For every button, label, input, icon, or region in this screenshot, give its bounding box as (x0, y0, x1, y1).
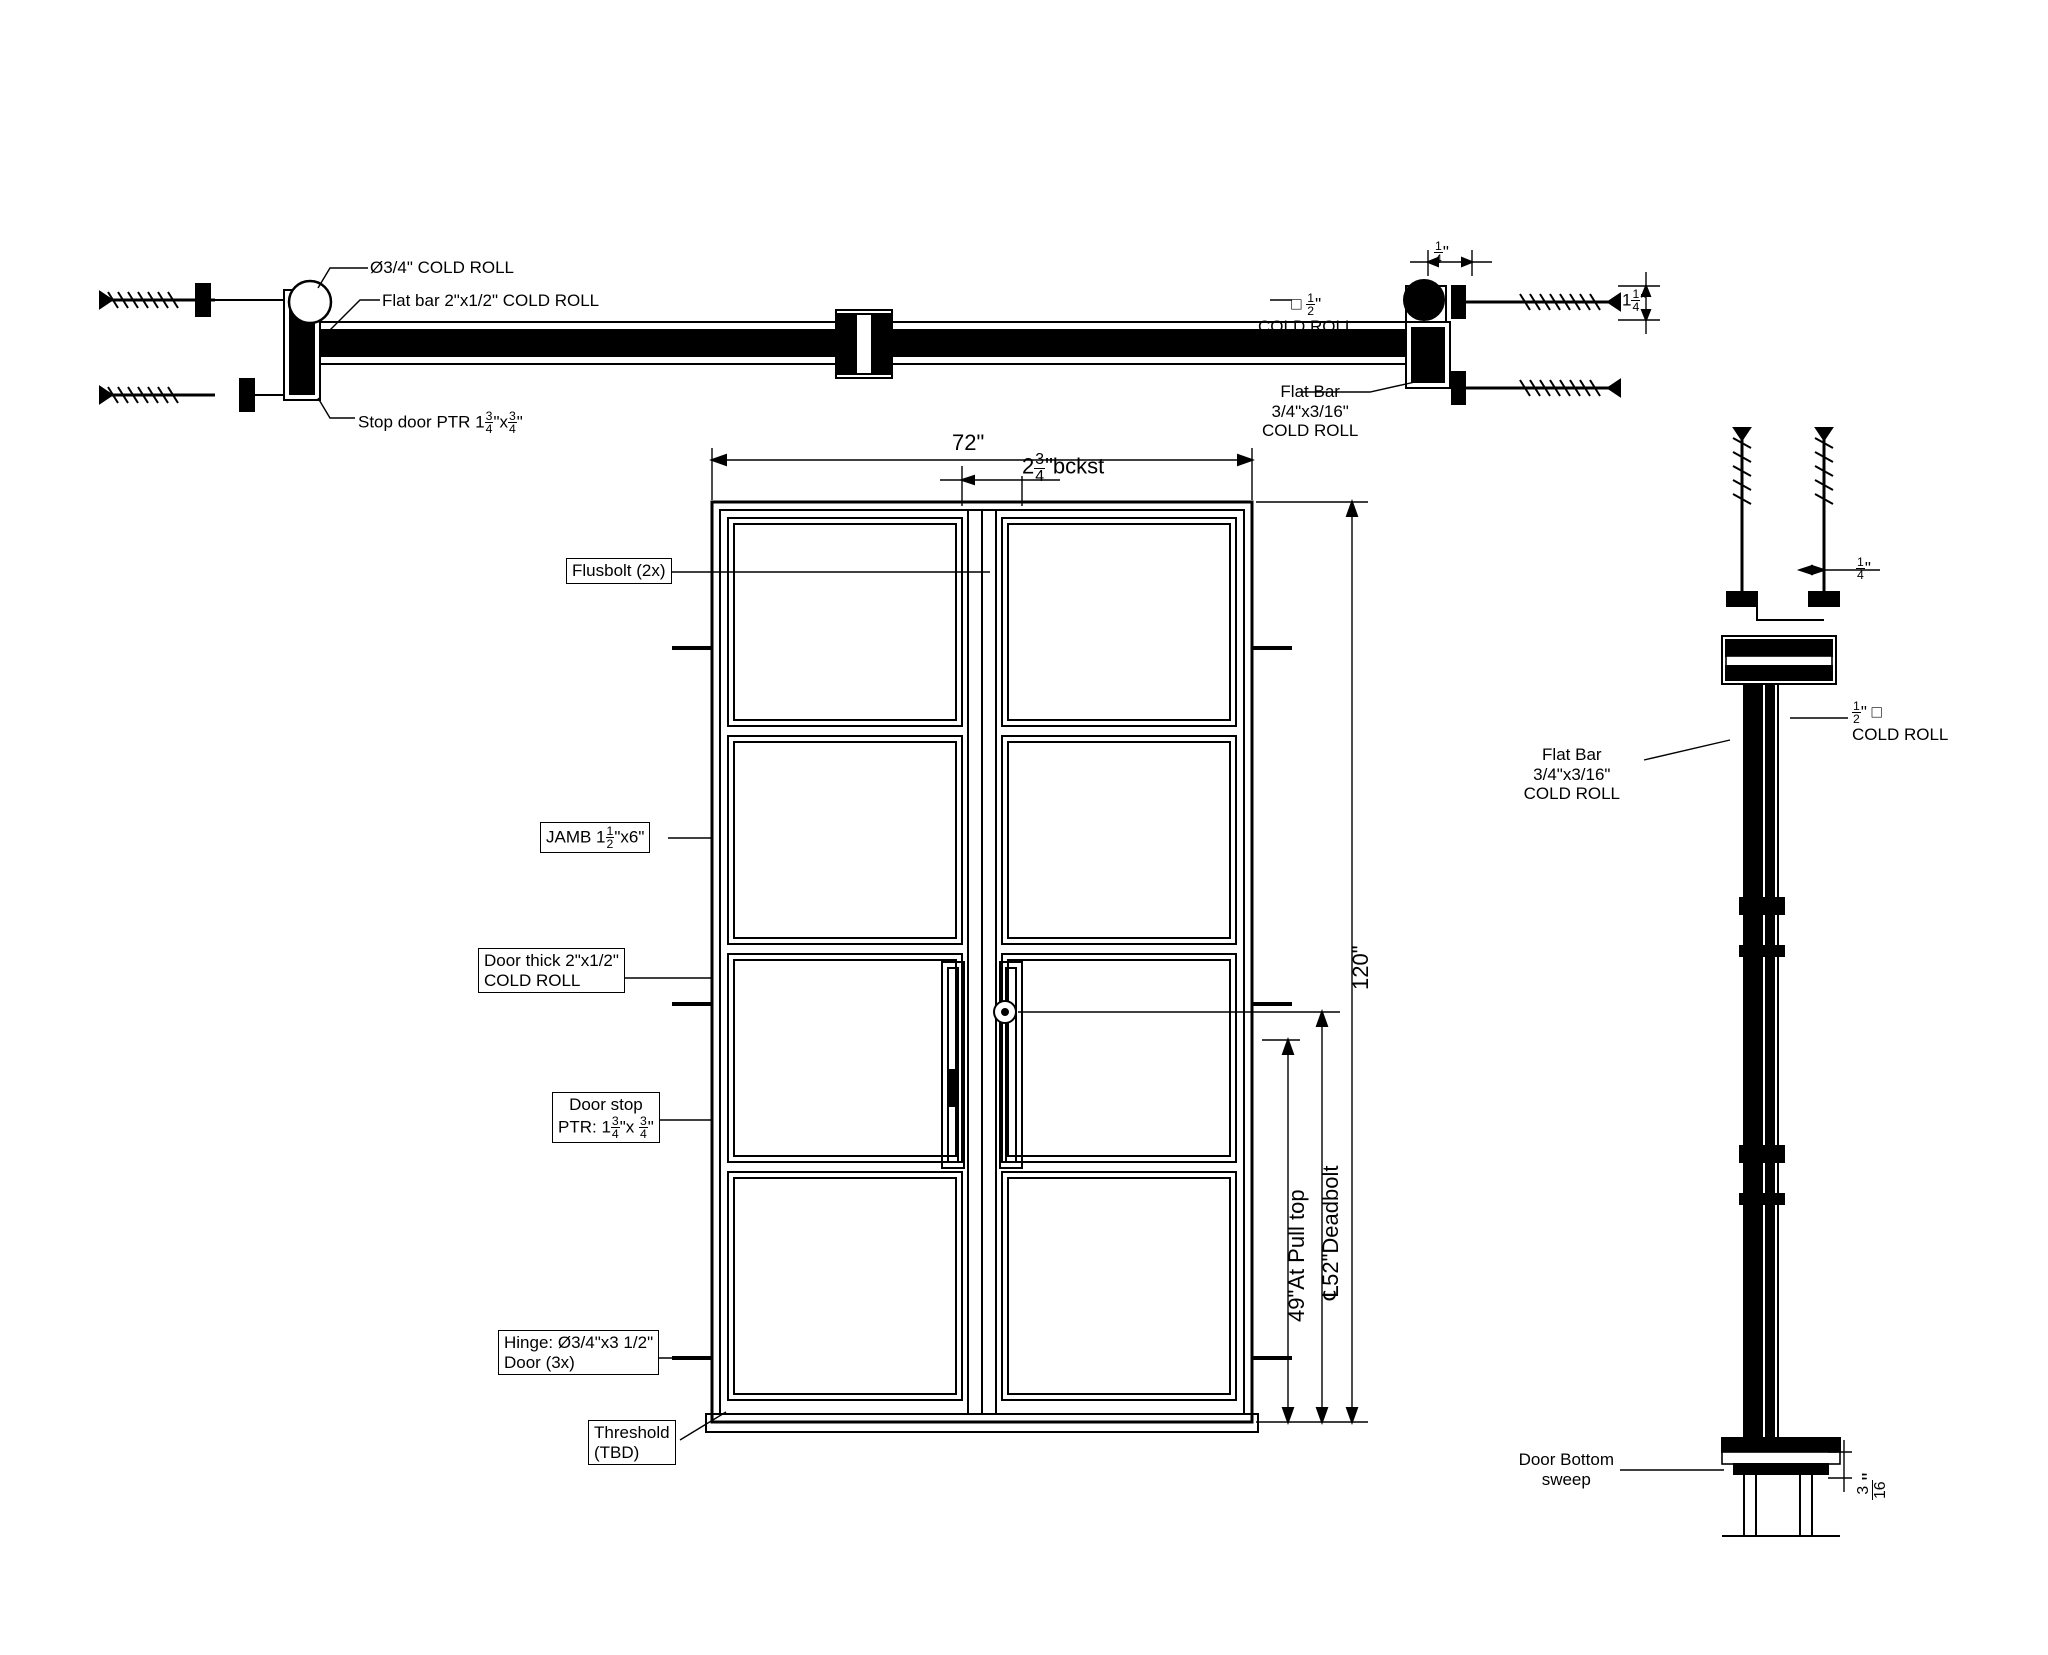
label-stop-door-ptr: Stop door PTR 1 $\frac{3}{4}$ "x $\frac{3}{4}$ " (358, 409, 523, 437)
label-cold-roll-round: Ø3/4" COLD ROLL (370, 258, 514, 277)
label-square-cold-roll: □ $\frac{1}{2}$ " COLD ROLL (1258, 291, 1355, 337)
dim-height-120: 120" (1348, 945, 1373, 990)
dim-sweep: 3 16 " (1855, 1472, 1889, 1499)
dim-quarter-right-upper: 1 $\frac{1}{4}$ " (1622, 287, 1647, 315)
top-right-screw-upper (1452, 286, 1620, 318)
callout-flushbolt: Flusbolt (2x) (566, 558, 672, 584)
top-left-screw-upper (100, 284, 300, 316)
callout-door-stop: Door stop PTR: 1 $\frac{3}{4}$ "x $\frac{3}{4}$ " (552, 1092, 660, 1143)
pull-handle-left (942, 962, 964, 1168)
callout-hinge: Hinge: Ø3/4"x3 1/2" Door (3x) (498, 1330, 659, 1375)
label-flat-bar-2x12: Flat bar 2"x1/2" COLD ROLL (382, 291, 600, 310)
dim-deadbolt-52: ℄52"Deadbolt (1318, 1165, 1343, 1300)
top-left-screw-lower (100, 379, 300, 411)
dim-width-72: 72" (952, 430, 985, 455)
label-quarter-section: $\frac{1}{4}$ " (1857, 555, 1871, 583)
dim-backset: 2 $\frac{3}{4}$ "bckst (1022, 451, 1105, 485)
dim-quarter-top: $\frac{1}{4}$ " (1435, 239, 1449, 267)
label-half-square-cold-roll: $\frac{1}{2}$ " □ COLD ROLL (1852, 699, 1949, 745)
label-flat-bar-section: Flat Bar 3/4"x3/16" COLD ROLL (1523, 745, 1620, 804)
label-flat-bar-34-316-top: Flat Bar 3/4"x3/16" COLD ROLL (1262, 382, 1359, 441)
callout-threshold: Threshold (TBD) (588, 1420, 676, 1465)
callout-door-thick: Door thick 2"x1/2" COLD ROLL (478, 948, 625, 993)
label-door-bottom-sweep: Door Bottom sweep (1518, 1450, 1614, 1489)
top-right-screw-lower (1452, 372, 1620, 404)
dim-pull-top-49: 49"At Pull top (1284, 1189, 1309, 1322)
callout-jamb: JAMB 1 $\frac{1}{2}$ "x6" (540, 822, 650, 853)
pull-handle-right (1000, 962, 1022, 1168)
